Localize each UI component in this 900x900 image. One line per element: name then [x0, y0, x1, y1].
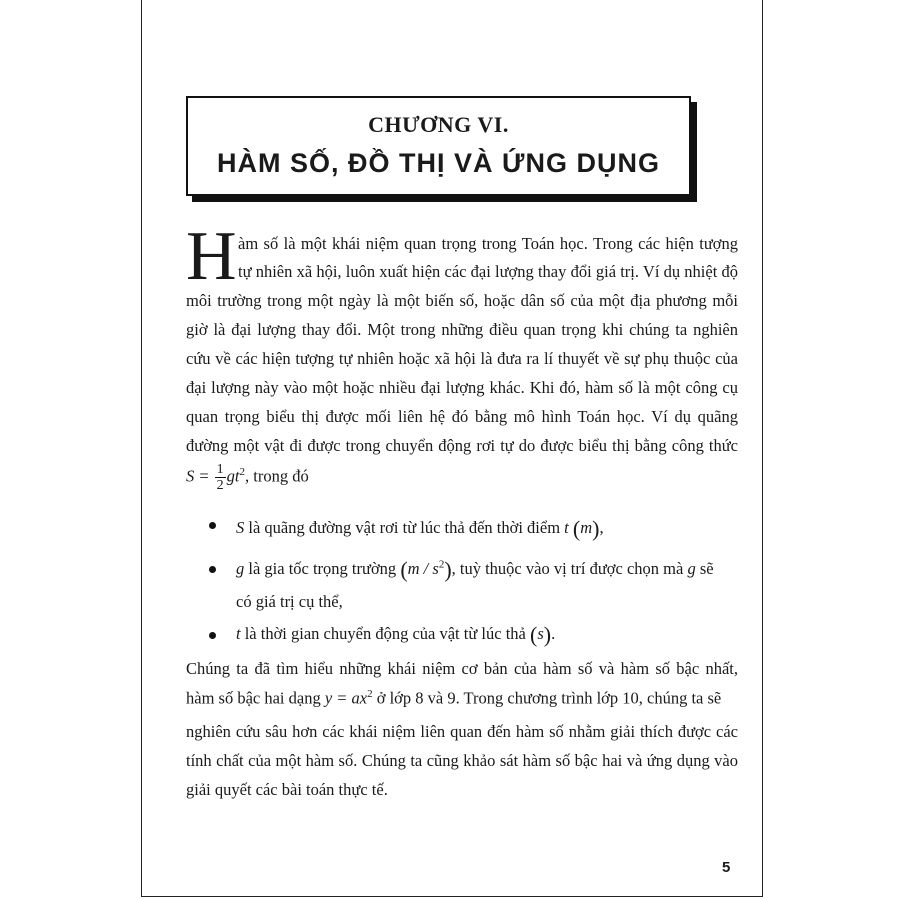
fraction-numerator: 1: [216, 462, 224, 477]
bullet-unit-exp: 2: [438, 558, 445, 571]
bullet-unit: m: [580, 518, 593, 537]
page-number: 5: [722, 859, 731, 876]
bullet-icon: [209, 522, 216, 529]
closing-line: nghiên cứu sâu hơn các khái niệm liên quan đến hàm số nhằm giải thích được các: [186, 722, 738, 741]
closing-text: hàm số bậc hai dạng: [186, 688, 325, 708]
formula-lhs: S =: [186, 466, 210, 486]
bullet-item: g là gia tốc trọng trường $(m / s^2)$, tuỳ thuộc vào vị trí được chọn mà g sẽ: [236, 557, 714, 582]
intro-line: giờ là đại lượng thay đổi. Một trong những điều quan trọng khi chúng ta nghiên: [186, 320, 738, 339]
drop-cap: H: [186, 218, 237, 295]
bullet-unit: s: [537, 624, 544, 643]
intro-line: àm số là một khái niệm quan trọng trong Toán học. Trong các hiện tượng: [238, 234, 738, 253]
bullet-text3: sẽ: [695, 559, 714, 578]
closing-expression: y = ax: [324, 688, 368, 708]
intro-line: quan trọng biểu thị được mối liên hệ đó bằng mô hình Toán học. Ví dụ quãng: [186, 407, 738, 426]
intro-line: tự nhiên xã hội, luôn xuất hiện các đại lượng thay đổi giá trị. Ví dụ nhiệt độ: [238, 262, 738, 281]
chapter-title-box: [186, 96, 691, 196]
intro-line: đường một vật đi được trong chuyển động rơi tự do được biểu thị bằng công thức: [186, 436, 738, 455]
closing-text: ở lớp 8 và 9. Trong chương trình lớp 10, chúng ta sẽ: [372, 688, 722, 708]
closing-exponent: 2: [367, 688, 373, 700]
bullet-text: là quãng đường vật rơi từ lúc thả đến thời điểm: [244, 518, 565, 537]
bullet-var2: g: [687, 559, 696, 578]
bullet-var: S: [236, 518, 245, 537]
bullet-unit: m / s: [407, 559, 439, 578]
bullet-item: S là quãng đường vật rơi từ lúc thả đến thời điểm t (m),: [236, 516, 604, 541]
bullet-var: g: [236, 559, 245, 578]
bullet-item: t là thời gian chuyển động của vật từ lúc thả (s).: [236, 622, 556, 647]
bullet-text: là thời gian chuyển động của vật từ lúc thả: [240, 624, 530, 643]
intro-line: đại lượng này vào một hoặc nhiều đại lượng khác. Khi đó, hàm số là một công cụ: [186, 378, 738, 397]
chapter-title: HÀM SỐ, ĐỒ THỊ VÀ ỨNG DỤNG: [217, 148, 660, 178]
closing-line: tính chất của một hàm số. Chúng ta cũng khảo sát hàm số bậc hai và ứng dụng vào: [186, 751, 738, 770]
chapter-label: CHƯƠNG VI.: [368, 112, 509, 137]
intro-line: môi trường trong một ngày là một biến số, hoặc dân số của một địa phương mỗi: [186, 291, 738, 310]
bullet-end: ,: [599, 518, 604, 537]
bullet-continuation: có giá trị cụ thể,: [236, 592, 343, 611]
formula-rhs: gt: [226, 466, 240, 486]
formula-fraction: [215, 462, 226, 493]
bullet-end: .: [551, 624, 556, 643]
formula-tail: , trong đó: [244, 466, 309, 486]
closing-line: [186, 688, 721, 709]
closing-line: giải quyết các bài toán thực tế.: [186, 780, 388, 799]
formula-exponent: 2: [239, 465, 245, 478]
closing-line: Chúng ta đã tìm hiểu những khái niệm cơ bản của hàm số và hàm số bậc nhất,: [186, 659, 738, 678]
bullet-text2: , tuỳ thuộc vào vị trí được chọn mà: [451, 559, 688, 578]
bullet-text: là gia tốc trọng trường: [244, 559, 401, 578]
bullet-var2: t: [564, 518, 569, 537]
bullet-icon: [209, 566, 216, 573]
intro-line: cứu về các hiện tượng tự nhiên hoặc xã hội là đưa ra lí thuyết về sự phụ thuộc của: [186, 349, 738, 368]
fraction-denominator: 2: [216, 478, 224, 493]
bullet-var: t: [236, 624, 241, 643]
formula-line: [186, 462, 309, 493]
bullet-icon: [209, 632, 216, 639]
